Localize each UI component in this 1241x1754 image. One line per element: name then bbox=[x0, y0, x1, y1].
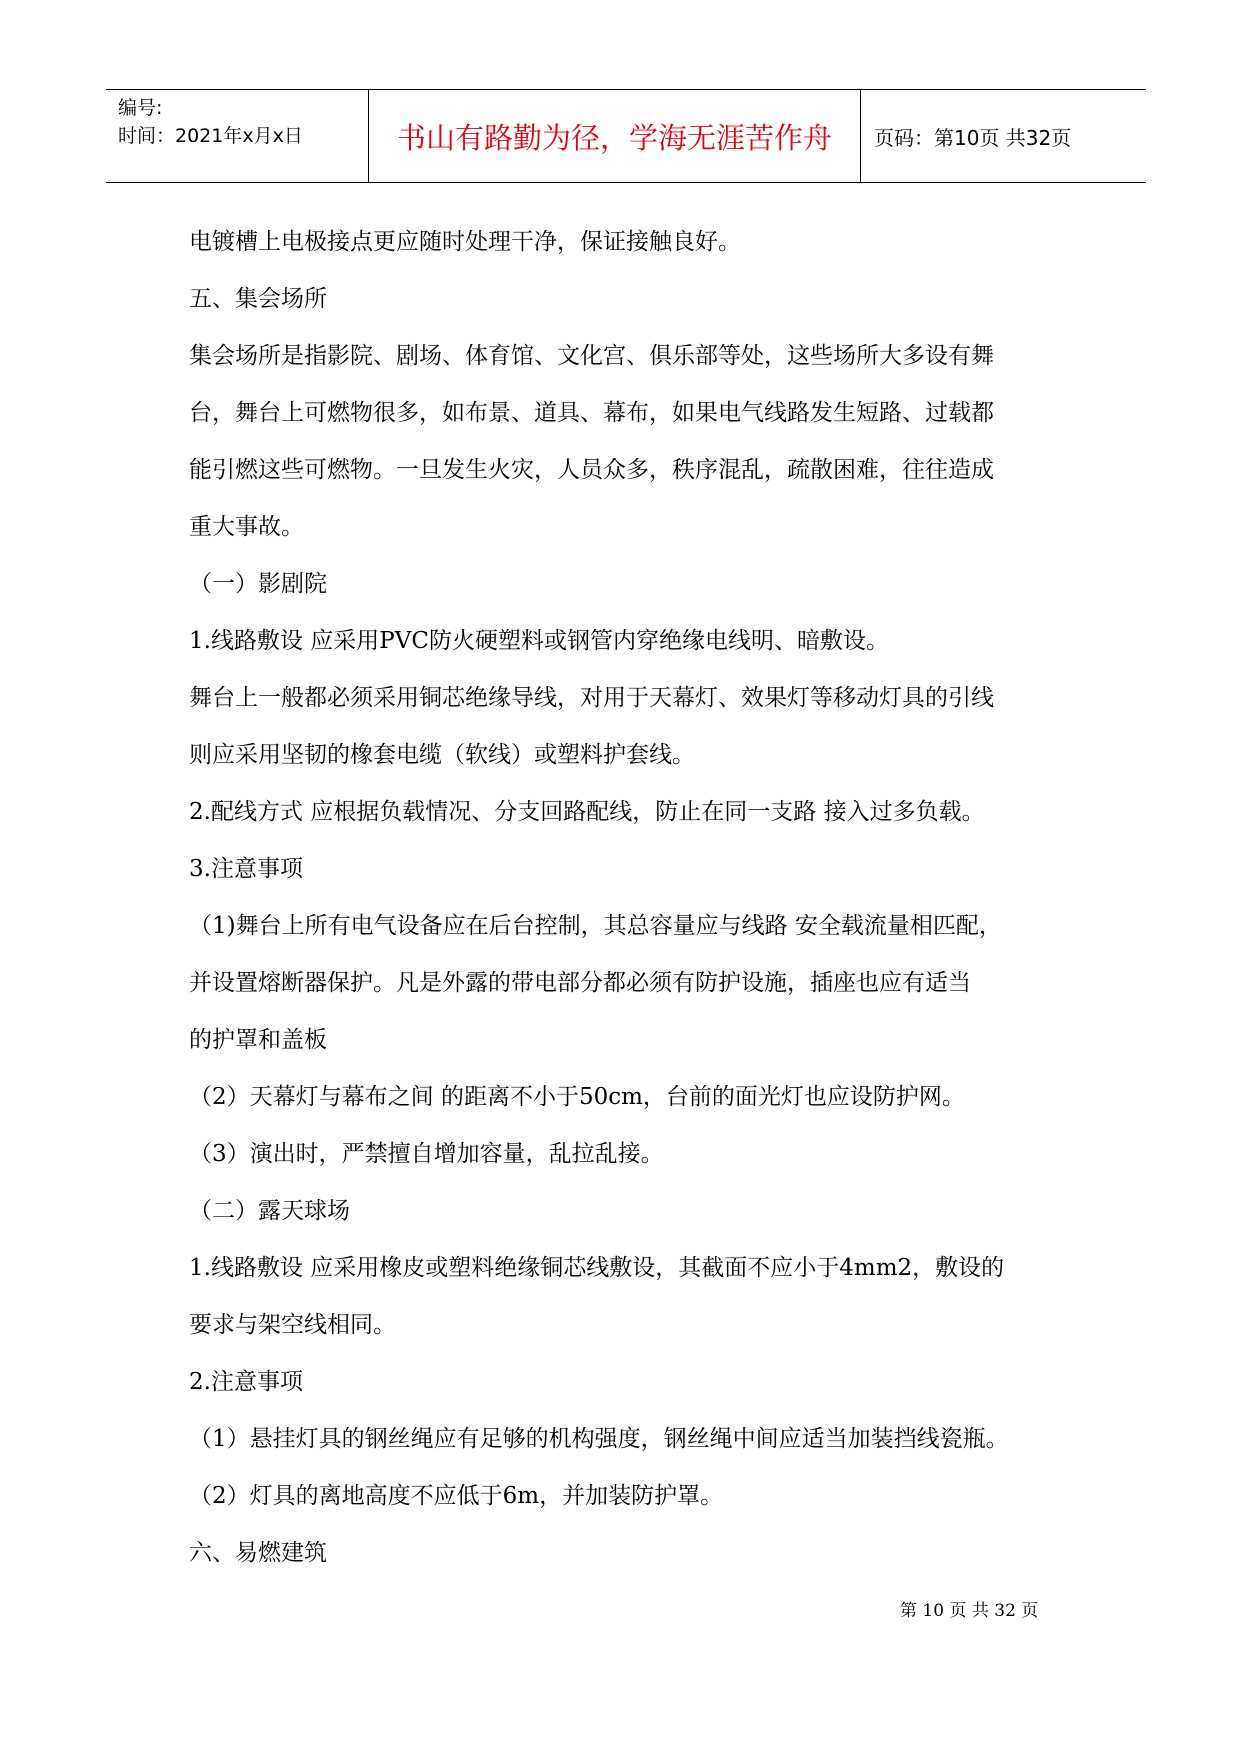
time-label: 时间：2021年x月x日 bbox=[118, 125, 303, 147]
paragraph: 1.线路敷设 应采用PVC防火硬塑料或钢管内穿绝缘电线明、暗敷设。 bbox=[189, 628, 889, 654]
paragraph: 台，舞台上可燃物很多，如布景、道具、幕布，如果电气线路发生短路、过载都 bbox=[189, 400, 994, 426]
paragraph: （1)舞台上所有电气设备应在后台控制，其总容量应与线路 安全载流量相匹配， bbox=[189, 913, 1002, 939]
paragraph: 则应采用坚韧的橡套电缆（软线）或塑料护套线。 bbox=[189, 742, 695, 768]
paragraph: 的护罩和盖板 bbox=[189, 1027, 327, 1053]
paragraph: 集会场所是指影院、剧场、体育馆、文化宫、俱乐部等处，这些场所大多设有舞 bbox=[189, 343, 994, 369]
paragraph: （3）演出时，严禁擅自增加容量，乱拉乱接。 bbox=[189, 1141, 664, 1167]
subsection-heading: （一）影剧院 bbox=[189, 571, 327, 597]
paragraph: （2）天幕灯与幕布之间 的距离不小于50cm，台前的面光灯也应设防护网。 bbox=[189, 1084, 965, 1110]
section-heading: 五、集会场所 bbox=[189, 286, 327, 312]
header-motto: 书山有路勤为径，学海无涯苦作舟 bbox=[396, 120, 832, 155]
document-body bbox=[189, 214, 1079, 1582]
section-heading: 六、易燃建筑 bbox=[189, 1540, 327, 1566]
paragraph: 舞台上一般都必须采用铜芯绝缘导线，对用于天幕灯、效果灯等移动灯具的引线 bbox=[189, 685, 994, 711]
paragraph: 2.注意事项 bbox=[189, 1369, 303, 1395]
header-divider-right bbox=[860, 90, 861, 182]
paragraph: 2.配线方式 应根据负载情况、分支回路配线，防止在同一支路 接入过多负载。 bbox=[189, 799, 985, 825]
paragraph: （1）悬挂灯具的钢丝绳应有足够的机构强度，钢丝绳中间应适当加装挡线瓷瓶。 bbox=[189, 1426, 1009, 1452]
paragraph: 能引燃这些可燃物。一旦发生火灾，人员众多，秩序混乱，疏散困难，往往造成 bbox=[189, 457, 994, 483]
paragraph: 并设置熔断器保护。凡是外露的带电部分都必须有防护设施，插座也应有适当 bbox=[189, 970, 971, 996]
paragraph: 电镀槽上电极接点更应随时处理干净，保证接触良好。 bbox=[189, 229, 741, 255]
paragraph: 要求与架空线相同。 bbox=[189, 1312, 396, 1338]
page-header bbox=[106, 89, 1146, 183]
paragraph: 重大事故。 bbox=[189, 514, 304, 540]
paragraph: 3.注意事项 bbox=[189, 856, 303, 882]
subsection-heading: （二）露天球场 bbox=[189, 1198, 350, 1224]
serial-label: 编号: bbox=[118, 97, 163, 119]
paragraph: 1.线路敷设 应采用橡皮或塑料绝缘铜芯线敷设，其截面不应小于4mm2，敷设的 bbox=[189, 1255, 1005, 1281]
header-page-info: 页码：第10页 共32页 bbox=[874, 125, 1072, 150]
page-footer: 第 10 页 共 32 页 bbox=[900, 1601, 1039, 1621]
paragraph: （2）灯具的离地高度不应低于6m，并加装防护罩。 bbox=[189, 1483, 724, 1509]
